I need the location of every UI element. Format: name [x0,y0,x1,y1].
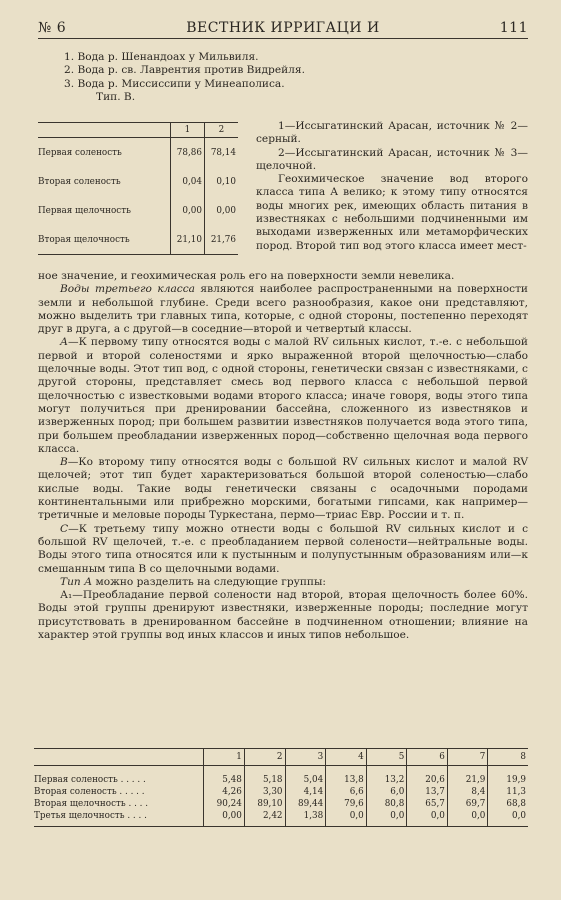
row-label: Вторая соленость [38,176,121,187]
table-cell: 0,00 [170,196,204,225]
table-cell: 89,44 [285,798,326,810]
section-lead: С [60,522,69,535]
table-cell: 0,0 [447,810,488,827]
row-label: Первая соленость [38,147,122,158]
table-cell: 6,6 [326,786,367,798]
table-cell: 0,0 [407,810,448,827]
list-item: 3. Вода р. Миссиссипи у Минеаполиса. [64,77,285,90]
section-lead: В [60,456,68,469]
table-header-row [38,123,238,138]
table-cell: 0,0 [366,810,407,827]
column-header: 4 [326,749,367,766]
table-cell: 0,00 [204,196,238,225]
table-cell: 80,8 [366,798,407,810]
table-row [34,798,528,810]
body-paragraph: ное значение, и геохимическая роль его на поверхности земли невелика. [38,270,455,282]
table-cell: 13,8 [326,774,367,786]
list-item: 2. Вода р. св. Лаврентия против Видрейля. [64,64,305,77]
column-header: 2 [204,123,238,138]
type-b-table [38,122,238,255]
section-lead: Воды третьего класса [60,283,195,296]
column-header: 7 [447,749,488,766]
table-cell: 4,14 [285,786,326,798]
table-cell: 11,3 [488,786,528,798]
table-cell: 8,4 [447,786,488,798]
note-paragraph: 1—Иссыгатинский Арасан, источник № 2—серный. [256,120,528,146]
page-number: 111 [499,20,528,36]
table-cell: 69,7 [447,798,488,810]
type-b-label: Тип. В. [96,90,136,103]
table-cell: 0,0 [326,810,367,827]
table-cell: 6,0 [366,786,407,798]
table-cell: 79,6 [326,798,367,810]
body-paragraph: А₁—Преобладание первой солености над второй, вторая щелочность более 60%. Воды этой группы дренируют известняки, изверженные породы; последние могут присутствовать в дренированном бассейне в подчиненном отношении; влияние на характер этой группы вод иных классов и иных типов небольшое. [38,589,528,642]
column-header: 2 [244,749,285,766]
table-cell: 89,10 [244,798,285,810]
table-cell: 21,9 [447,774,488,786]
table-header-row [34,749,528,766]
body-paragraph: В—Ко второму типу относятся воды с большой RV сильных кислот и малой RV щелочей; этот тип будет характеризоваться большой второй соленостью—слабо кислые воды. Такие воды генетически связаны с осадочными породами континентальными или прибрежно морскими, богатыми гипсами, как например—третичные и меловые породы Туркестана, пермо—триас Евр. России и т. п. [38,456,528,522]
list-item: 1. Вода р. Шенандоах у Мильвиля. [64,51,259,63]
table-notes [256,120,528,253]
table-cell: 13,2 [366,774,407,786]
water-sources-list [64,51,528,91]
section-lead: А [60,336,69,349]
column-header: 8 [488,749,528,766]
row-label: Первая щелочность [38,205,131,216]
table-cell: 5,18 [244,774,285,786]
table-cell: 0,00 [204,810,245,827]
column-header: 5 [366,749,407,766]
journal-title: ВЕСТНИК ИРРИГАЦИ И [186,20,380,36]
body-paragraph: Геохимическое значение вод второго класса типа А велико; к этому типу относятся воды многих рек, имеющих область питания в известняках с небольшими подчиненными им выходами изверженных или метаморфических пород. Второй тип вод этого класса имеет мест- [256,173,528,252]
table-cell: 19,9 [488,774,528,786]
note-paragraph: 2—Иссыгатинский Арасан, источник № 3—щелочной. [256,146,528,172]
table-row [38,225,238,255]
table-row [38,167,238,196]
page-header [38,20,528,39]
table-cell: 20,6 [407,774,448,786]
table-cell: 1,38 [285,810,326,827]
table-cell: 0,10 [204,167,238,196]
table-cell: 78,14 [204,138,238,168]
body-paragraph: С—К третьему типу можно отнести воды с большой RV сильных кислот и с большой RV щелочей, т.-е. с преобладанием первой солености—нейтральные воды. Воды этого типа относятся или к пустынным и полупустынным образованиям или—к смешанным типа В со щелочными водами. [38,522,528,575]
table-cell: 2,42 [244,810,285,827]
table-cell: 90,24 [204,798,245,810]
type-a-groups-table [34,748,528,827]
issue-number: № 6 [38,20,67,36]
section-lead: Тип А [60,575,93,588]
table-cell: 0,04 [170,167,204,196]
column-header: 1 [204,749,245,766]
body-paragraph: Тип А можно разделить на следующие группы: [60,575,326,588]
table-cell: 65,7 [407,798,448,810]
row-label: Вторая щелочность . . . . [34,799,149,809]
table-row [38,196,238,225]
table-cell: 4,26 [204,786,245,798]
row-label: Третья щелочность . . . . [34,810,204,827]
table-cell: 13,7 [407,786,448,798]
table-row [34,810,528,827]
column-header: 1 [170,123,204,138]
table-row [34,786,528,798]
column-header: 3 [285,749,326,766]
table-cell: 21,76 [204,225,238,255]
row-label: Вторая соленость . . . . . [34,787,145,797]
main-text [38,270,528,642]
table-cell: 78,86 [170,138,204,168]
table-cell: 21,10 [170,225,204,255]
column-header: 6 [407,749,448,766]
body-paragraph: Воды третьего класса являются наиболее распространенными на поверхности земли и небольшой глубине. Среди всего разнообразия, какое они представляют, можно выделить три главных типа, которые, с одной стороны, постепенно переходят друг в друга, а с другой—в соседние—второй и четвертый классы. [38,283,528,336]
table-cell: 68,8 [488,798,528,810]
body-paragraph: А—К первому типу относятся воды с малой RV сильных кислот, т.-е. с небольшой первой и второй соленостями и ярко выраженной второй щелочностью—слабо щелочные воды. Этот тип вод, с одной стороны, генетически связан с известняками, с другой стороны, представляет смесь вод первого класса с небольшой первой щелочностью с известковыми водами второго класса; иначе говоря, воды этого типа могут получиться при дренировании бассейна, сложенного из известняков и изверженных пород; при большем развитии известняков получается вода этого типа, при большем преобладании изверженных пород—собственно щелочная вода первого класса. [38,336,528,455]
table-cell: 0,0 [488,810,528,827]
table-cell: 3,30 [244,786,285,798]
table-row [34,774,528,786]
table-cell: 5,48 [204,774,245,786]
table-row [38,138,238,168]
row-label: Первая соленость . . . . . [34,775,146,785]
table-cell: 5,04 [285,774,326,786]
row-label: Вторая щелочность [38,225,170,255]
